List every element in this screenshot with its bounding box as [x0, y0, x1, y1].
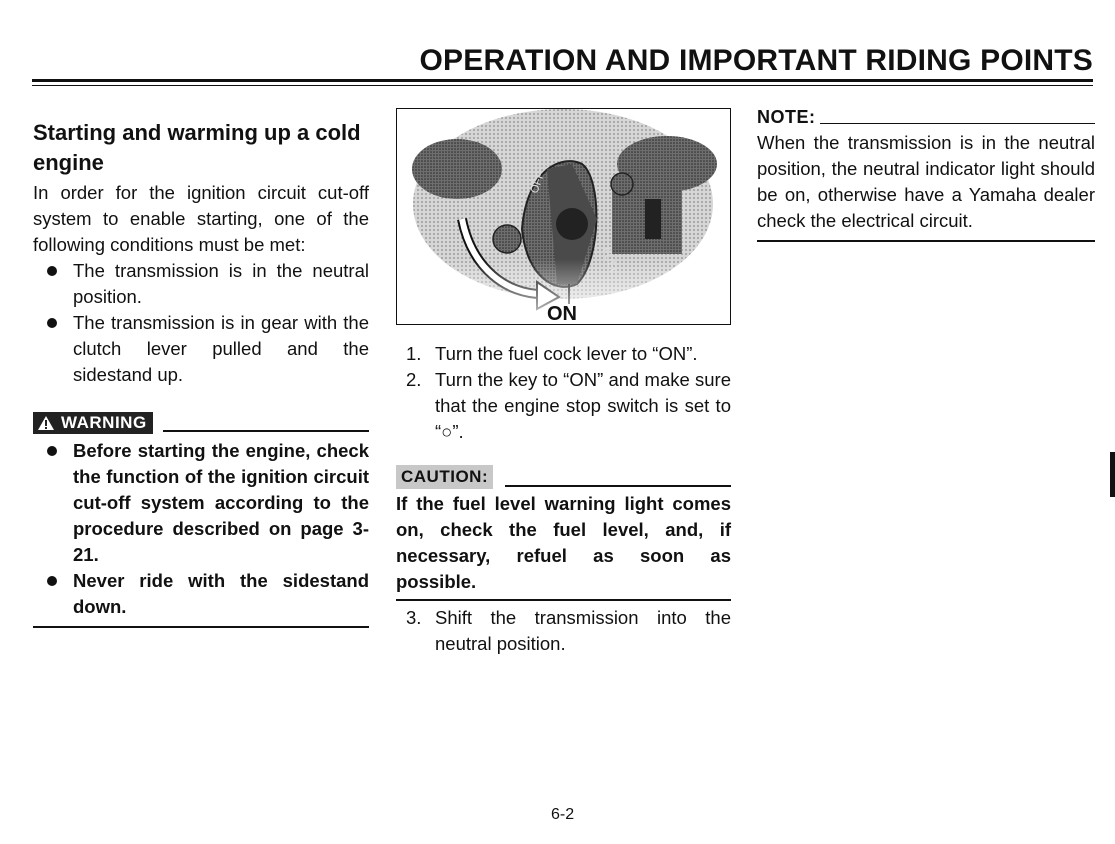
caution-bottom-rule	[396, 599, 731, 601]
step-number: 2.	[406, 369, 422, 390]
step-item	[396, 605, 731, 657]
caution-badge: CAUTION:	[396, 465, 493, 489]
off-marking: OFF	[528, 170, 548, 196]
step-text: Shift the transmission into the neutral position.	[435, 607, 731, 654]
step-text: Turn the fuel cock lever to “ON”.	[435, 343, 698, 364]
left-column	[33, 118, 369, 628]
note-rule	[820, 123, 1096, 125]
warning-item	[33, 568, 369, 620]
warning-rule	[163, 430, 369, 432]
conditions-list	[33, 258, 369, 388]
warning-triangle-icon	[37, 415, 55, 431]
fuel-cock-illustration	[397, 109, 730, 324]
warning-text: Never ride with the sidestand down.	[73, 570, 369, 617]
warning-list	[33, 438, 369, 620]
section-heading: Starting and warming up a cold engine	[33, 120, 361, 175]
step-number: 3.	[406, 607, 422, 628]
header-rule-thin	[32, 85, 1093, 86]
page-number: 6-2	[551, 806, 575, 823]
caution-header	[396, 465, 731, 489]
note-bottom-rule	[757, 240, 1095, 242]
warning-text: Before starting the engine, check the function of the ignition circuit cut-off system according to the procedure described on page 3-21.	[73, 440, 369, 565]
note-header	[757, 104, 1095, 130]
warning-header	[33, 412, 369, 434]
caution-rule	[505, 485, 731, 487]
right-column	[757, 104, 1095, 242]
caution-text: If the fuel level warning light comes on, check the fuel level, and, if necessary, refuel as soon as possible.	[396, 493, 731, 592]
note-label: NOTE:	[757, 107, 816, 127]
warning-badge	[33, 412, 153, 434]
warning-bottom-rule	[33, 626, 369, 628]
warning-item	[33, 438, 369, 568]
step-item	[396, 341, 731, 367]
step-text: Turn the key to “ON” and make sure that the engine stop switch is set to “○”.	[435, 369, 731, 442]
step-number: 1.	[406, 343, 422, 364]
bullet-icon	[47, 446, 57, 456]
condition-item	[33, 258, 369, 310]
bullet-icon	[47, 576, 57, 586]
condition-text: The transmission is in the neutral position.	[73, 260, 369, 307]
middle-column	[396, 108, 731, 657]
intro-paragraph: In order for the ignition circuit cut-off system to enable starting, one of the following conditions must be met:	[33, 182, 369, 255]
step-item	[396, 367, 731, 445]
condition-text: The transmission is in gear with the clutch lever pulled and the sidestand up.	[73, 312, 369, 385]
steps-list	[396, 341, 731, 445]
condition-item	[33, 310, 369, 388]
section-edge-tab	[1110, 452, 1115, 497]
fuel-cock-photo	[396, 108, 731, 325]
bullet-icon	[47, 266, 57, 276]
warning-label: WARNING	[61, 413, 147, 432]
note-text: When the transmission is in the neutral position, the neutral indicator light should be on, otherwise have a Yamaha dealer check the electrical circuit.	[757, 132, 1095, 231]
page-header-title: OPERATION AND IMPORTANT RIDING POINTS	[419, 44, 1093, 77]
bullet-icon	[47, 318, 57, 328]
on-label: ON	[547, 303, 577, 324]
header-rule-thick	[32, 79, 1093, 82]
steps-list-continued	[396, 605, 731, 657]
